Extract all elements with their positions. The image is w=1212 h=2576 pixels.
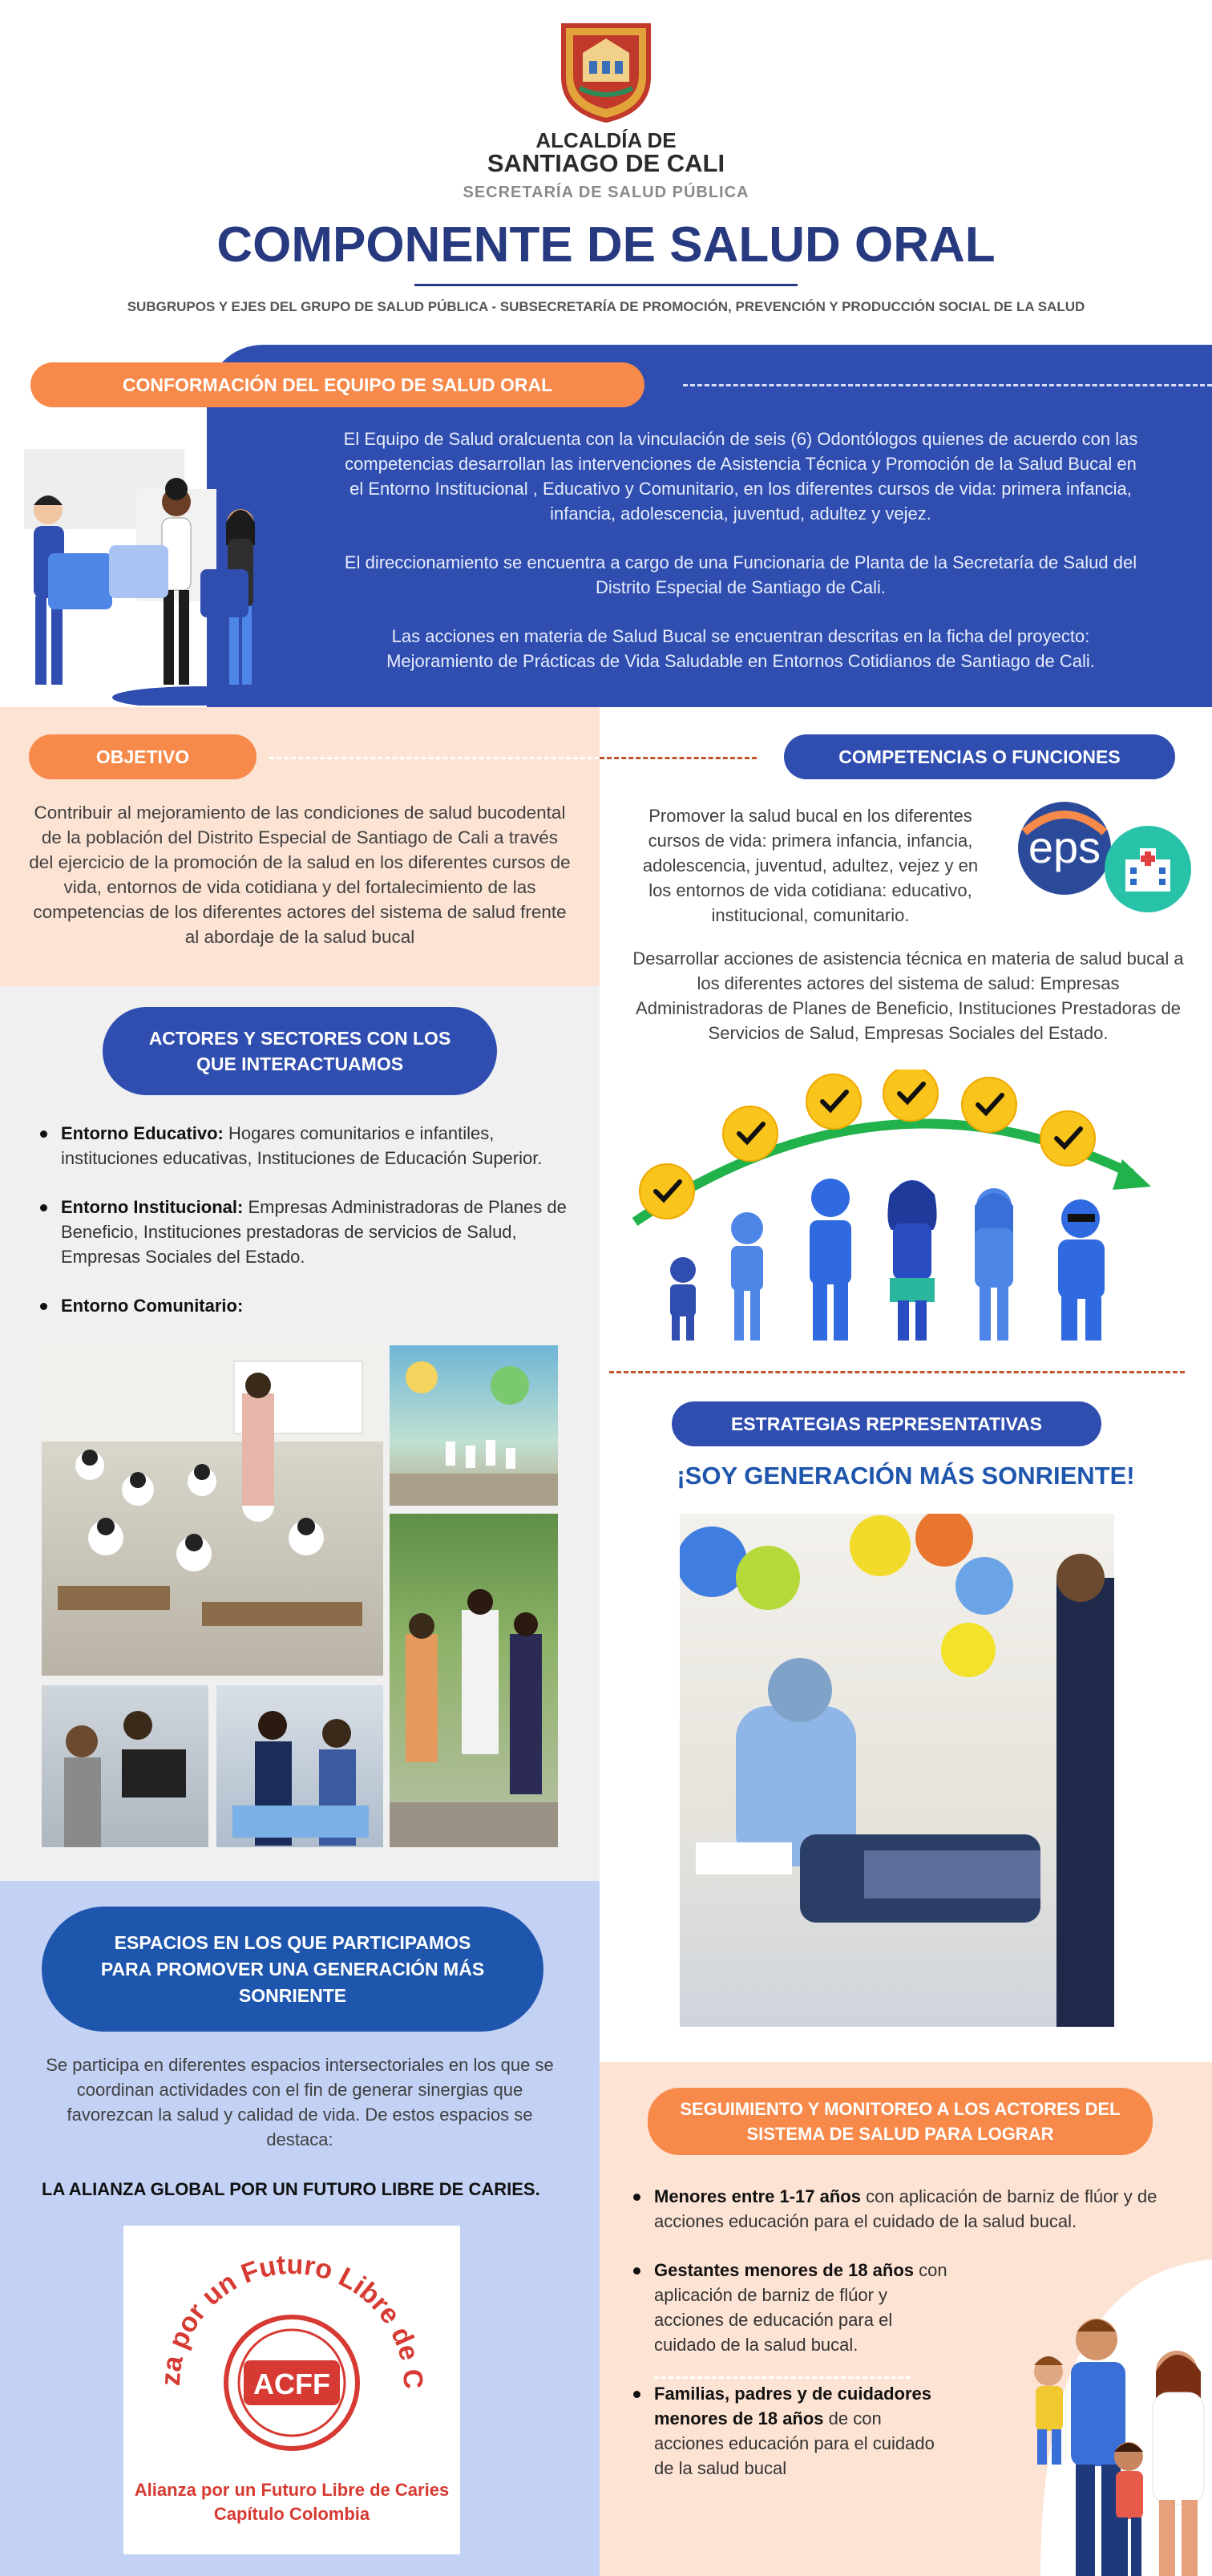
page-title: COMPONENTE DE SALUD ORAL [216,217,996,273]
acff-logo [123,2226,460,2554]
competencies-text-1: Promover la salud bucal en los diferentes cursos de vida: primera infancia, infancia, adolescencia, juventud, adultez, vejez y en los entornos de vida cotidiana: educativo, institucional, comunitario. [642,806,979,925]
monitoring-item-gestantes: Gestantes menores de 18 años con aplicación de barniz de flúor y acciones de educación para el cuidado de la salud bucal. [633,2258,954,2357]
strategies-dashed-line [609,1371,1185,1373]
strategies-heading: ESTRATEGIAS REPRESENTATIVAS [672,1401,1101,1446]
spaces-section [0,1881,600,2576]
spaces-text: Se participa en diferentes espacios intersectoriales en los que se coordinan actividades con el fin de generar sinergias que favorezcan la salud y calidad de vida. De estos espacios se destaca: [46,2055,554,2149]
actors-heading: ACTORES Y SECTORES CON LOS QUE INTERACTUAMOS [103,1007,497,1095]
secretariat-name: SECRETARÍA DE SALUD PÚBLICA [463,184,749,201]
competencies-heading: COMPETENCIAS O FUNCIONES [784,734,1175,779]
city-name-line1: ALCALDÍA DE [535,128,677,152]
competencies-dashed-line [600,757,757,759]
team-paragraph-1: El Equipo de Salud oralcuenta con la vinculación de seis (6) Odontólogos quienes de acuerdo con las competencias desarrollan las intervenciones de Asistencia Técnica y Promoción de la Salud Bucal en el Entorno Institucional , Educativo y Comunitario, en los diferentes cursos de vida: primera infancia, infancia, adolescencia, juventud, adultez y vejez. [343,429,1138,524]
right-column-top [600,707,1212,2062]
team-paragraph-2: El direccionamiento se encuentra a cargo de una Funcionaria de Planta de la Secretaría de Salud del Distrito Especial de Santiago de Cali. [344,552,1137,597]
objective-dashed-line [269,757,600,759]
team-section [0,345,1212,707]
competencies-text-2: Desarrollar acciones de asistencia técnica en materia de salud bucal a los diferentes actores del sistema de salud: Empresas Administradoras de Planes de Beneficio, Instituciones Prestadoras de Servicios de Salud, Empresas Sociales del Estado. [632,948,1184,1043]
objective-section [0,707,600,986]
team-heading: CONFORMACIÓN DEL EQUIPO DE SALUD ORAL [30,362,644,407]
alliance-title: LA ALIANZA GLOBAL POR UN FUTURO LIBRE DE CARIES. [42,2179,540,2199]
actors-list [40,1121,579,1342]
team-heading-dashed-line [683,384,1212,386]
dental-care-photo [680,1514,1114,2027]
acff-logo-graphic [123,2226,460,2466]
monitoring-list [633,2184,1157,2505]
actors-section [0,986,600,1881]
acff-logo-line1: Alianza por un Futuro Libre de Caries [134,2480,450,2500]
objective-heading: OBJETIVO [29,734,257,779]
spaces-heading: ESPACIOS EN LOS QUE PARTICIPAMOS PARA PROMOVER UNA GENERACIÓN MÁS SONRIENTE [42,1907,543,2032]
team-puzzle-illustration [8,433,305,706]
title-underline [414,284,798,286]
city-name-line2: SANTIAGO DE CALI [487,149,725,177]
students-photo [216,1685,383,1847]
svg-text:eps: eps [1028,822,1101,872]
strategies-slogan: ¡SOY GENERACIÓN MÁS SONRIENTE! [677,1462,1135,1490]
svg-text:Alianza por un Futuro Libre de: za por un Futuro Libre de C [155,2249,429,2390]
actors-item-educativo: Entorno Educativo: Hogares comunitarios e infantiles, instituciones educativas, Instituciones de Educación Superior. [40,1121,579,1171]
monitoring-dashed-line [654,2376,911,2379]
page-subtitle: SUBGRUPOS Y EJES DEL GRUPO DE SALUD PÚBLICA - SUBSECRETARÍA DE PROMOCIÓN, PREVENCIÓN Y PRODUCCIÓN SOCIAL DE LA SALUD [127,299,1085,314]
mural-photo [390,1345,558,1506]
monitoring-section [600,2062,1212,2576]
monitoring-item-familias: Familias, padres y de cuidadores menores de 18 años de con acciones educación para el cuidado de la salud bucal [633,2381,954,2481]
outdoor-photo [390,1514,558,1847]
actors-item-comunitario: Entorno Comunitario: [40,1293,579,1318]
monitoring-heading: SEGUIMIENTO Y MONITOREO A LOS ACTORES DEL SISTEMA DE SALUD PARA LOGRAR [648,2088,1153,2155]
life-course-people-illustration [635,1150,1164,1342]
cali-coat-of-arms-icon [557,21,655,123]
eps-logo-icon [1012,800,1196,912]
acff-logo-line2: Capítulo Colombia [213,2504,370,2524]
family-illustration [976,2251,1212,2576]
objective-text: Contribuir al mejoramiento de las condiciones de salud bucodental de la población del Distrito Especial de Santiago de Cali a través del ejercicio de la promoción de la salud en los diferentes cursos de vida, entornos de vida cotidiana y del fortalecimiento de las competencias de los diferentes actores del sistema de salud frente al abordaje de la salud bucal [29,803,571,947]
acff-acronym: ACFF [253,2368,330,2400]
classroom-photo [42,1345,383,1676]
computer-photo [42,1685,208,1847]
monitoring-item-menores: Menores entre 1-17 años con aplicación de barniz de flúor y de acciones educación para el cuidado de la salud bucal. [633,2184,1178,2234]
team-paragraph-3: Las acciones en materia de Salud Bucal se encuentran descritas en la ficha del proyecto: Mejoramiento de Prácticas de Vida Saludable en Entornos Cotidianos de Santiago de Cali. [386,626,1095,671]
header [0,0,1212,345]
actors-item-institucional: Entorno Institucional: Empresas Administradoras de Planes de Beneficio, Instituciones prestadoras de servicios de Salud, Empresas Sociales del Estado. [40,1195,579,1269]
